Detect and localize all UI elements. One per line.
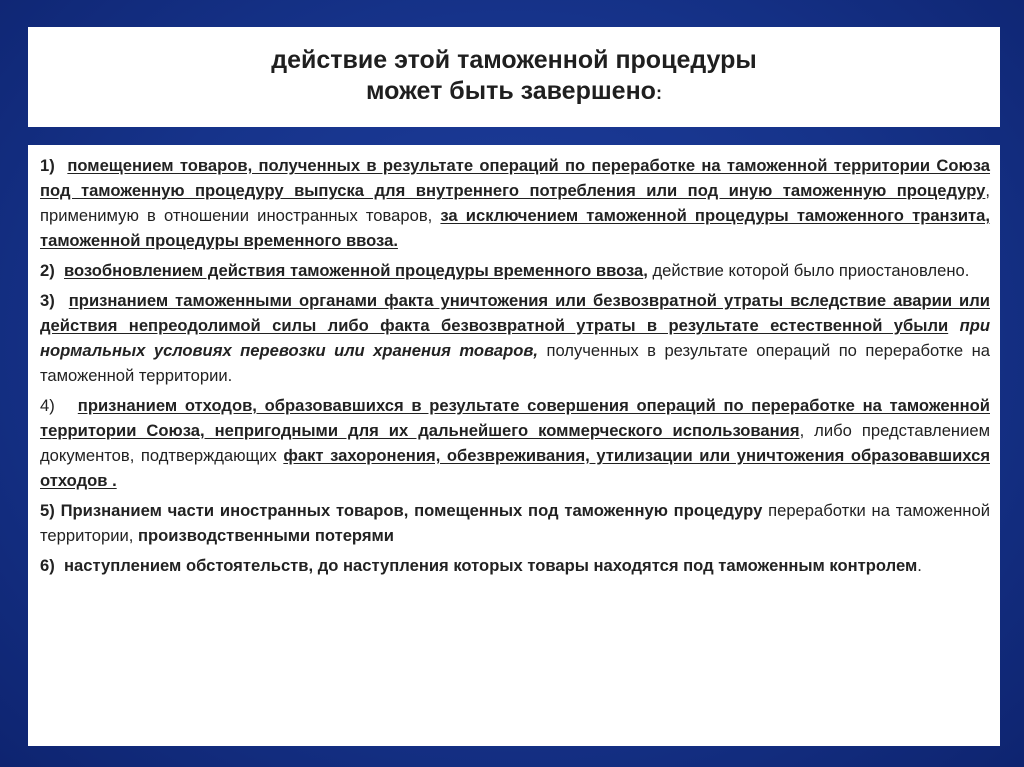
item-6-main-text: наступлением обстоятельств, до наступления которых товары находятся под таможенным контролем: [64, 556, 918, 575]
item-2-regular-text: действие которой было приостановлено.: [647, 261, 970, 280]
item-5-regular-text: переработки на таможенной территории,: [40, 501, 990, 545]
item-3-number: 3): [40, 291, 55, 310]
title-panel: [28, 27, 1000, 127]
item-3-italic-text: при нормальных условиях перевозки или хранения товаров,: [40, 316, 990, 360]
item-2-main-text: возобновлением действия таможенной процедуры временного ввоза: [64, 261, 644, 280]
list-item-5: [40, 498, 990, 548]
item-1-number: 1): [40, 156, 55, 175]
list-item-2: [40, 258, 990, 283]
item-5-main-text: Признанием части иностранных товаров, помещенных под таможенную процедуру: [60, 501, 763, 520]
item-6-number: 6): [40, 556, 55, 575]
item-6-period: .: [917, 556, 922, 575]
title-line-2: [366, 76, 662, 109]
item-4-number: 4): [40, 396, 55, 415]
list-item-3: [40, 288, 990, 388]
title-line-2-text: может быть завершено: [366, 77, 656, 105]
item-1-main-text: помещением товаров, полученных в результате операций по переработке на таможенной территории Союза под таможенную процедуру выпуска для внутреннего потребления или под иную таможенную процедуру: [40, 156, 990, 200]
list-item-6: [40, 553, 990, 578]
item-4-fact-text: факт захоронения, обезвреживания, утилизации или уничтожения образовавшихся отходов .: [40, 446, 990, 490]
item-3-main-text: признанием таможенными органами факта уничтожения или безвозвратной утраты вследствие аварии или действия непреодолимой силы либо факта безвозвратной утраты в результате естественной убыли: [40, 291, 990, 335]
title-colon: :: [655, 83, 662, 103]
item-4-main-text: признанием отходов, образовавшихся в результате совершения операций по переработке на таможенной территории Союза, непригодными для их дальнейшего коммерческого использования: [40, 396, 990, 440]
item-3-regular-text: полученных в результате операций по переработке на таможенной территории.: [40, 341, 990, 385]
item-2-comma: ,: [643, 261, 648, 280]
content-panel: [28, 145, 1000, 746]
list-item-1: [40, 153, 990, 253]
title-line-1: действие этой таможенной процедуры: [271, 46, 757, 74]
item-5-number: 5): [40, 501, 55, 520]
list-item-4: [40, 393, 990, 493]
item-1-regular-text: , применимую в отношении иностранных товаров,: [40, 181, 990, 225]
item-4-regular-text: , либо представлением документов, подтверждающих: [40, 421, 990, 465]
item-5-losses-text: производственными потерями: [138, 526, 395, 545]
item-1-exception-text: за исключением таможенной процедуры таможенного транзита, таможенной процедуры временного ввоза.: [40, 206, 990, 250]
item-2-number: 2): [40, 261, 55, 280]
